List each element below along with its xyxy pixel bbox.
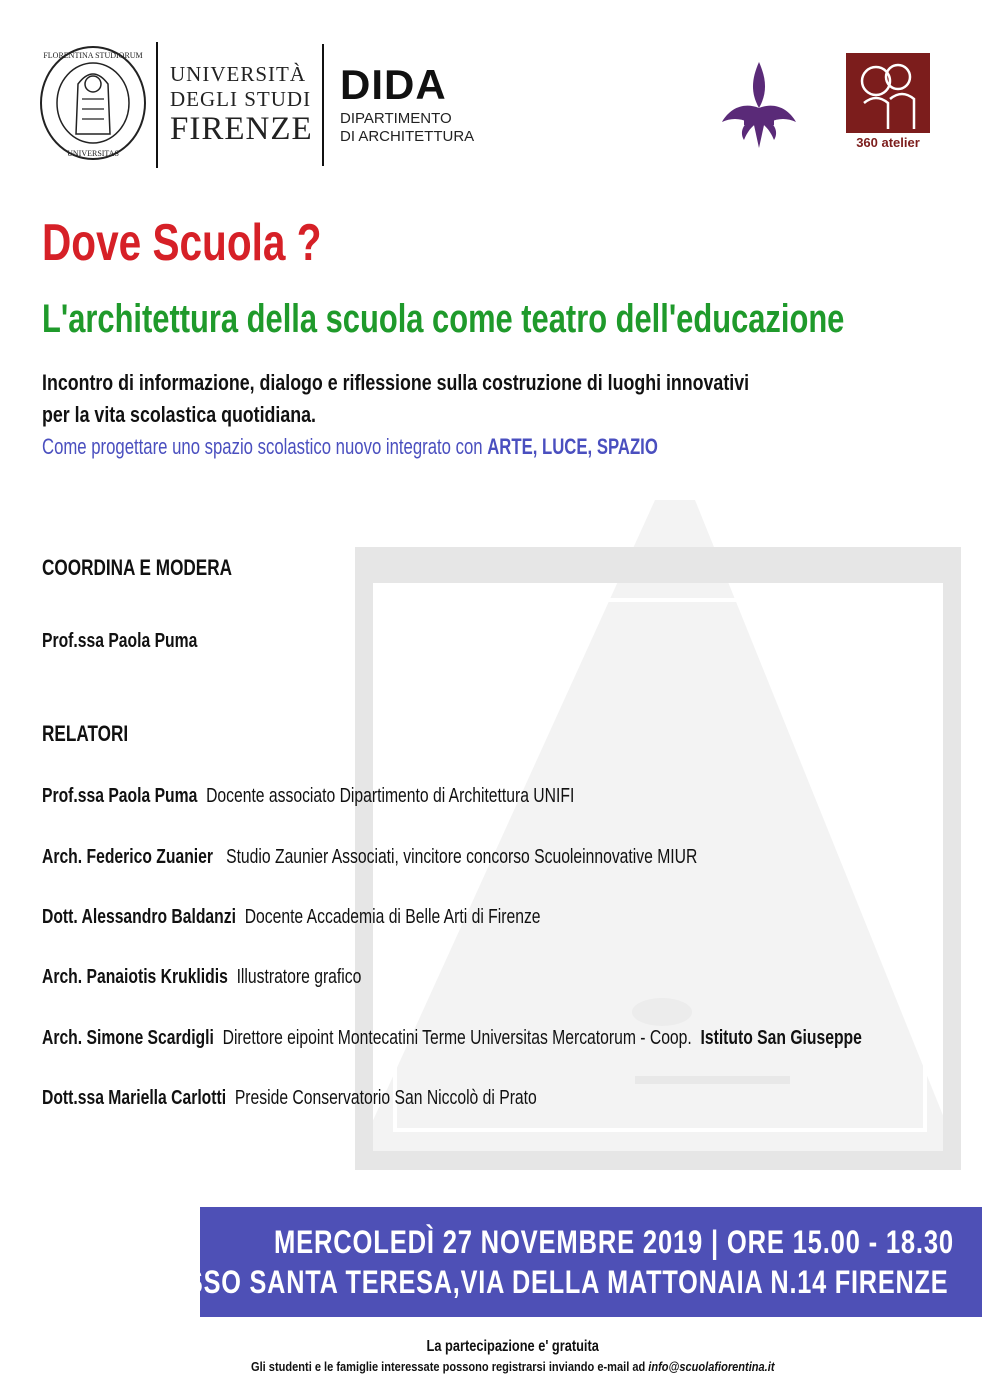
speaker-item — [42, 1024, 862, 1052]
speaker-name: Arch. Panaiotis Kruklidis — [42, 966, 228, 988]
speaker-role: Preside Conservatorio San Niccolò di Prato — [234, 1087, 537, 1109]
department-line-1: DIPARTIMENTO — [340, 110, 452, 127]
university-line-2: DEGLI STUDI — [170, 87, 312, 111]
speaker-name: Prof.ssa Paola Puma — [42, 785, 198, 807]
moderator-name — [42, 627, 197, 655]
speaker-item — [42, 843, 697, 871]
university-line-3: FIRENZE — [170, 111, 313, 147]
registration-note-text: Gli studenti e le famiglie interessate possono registrarsi inviando e-mail ad — [251, 1359, 649, 1374]
speaker-name: Dott.ssa Mariella Carlotti — [42, 1087, 227, 1109]
department-logo — [340, 61, 475, 146]
page-title: Dove Scuola ? — [42, 214, 322, 272]
speaker-institution: Istituto San Giuseppe — [700, 1027, 862, 1049]
speaker-name: Arch. Simone Scardigli — [42, 1027, 214, 1049]
background-watermark — [355, 500, 961, 1170]
department-line-2: DI ARCHITETTURA — [340, 128, 475, 145]
page-subtitle: L'architettura della scuola come teatro dell'educazione — [42, 297, 845, 341]
university-seal-icon — [38, 44, 148, 162]
header-divider-1 — [156, 42, 158, 168]
speaker-role: Direttore eipoint Montecatini Terme Universitas Mercatorum - Coop. — [222, 1027, 697, 1049]
event-date-time: MERCOLEDÌ 27 NOVEMBRE 2019 | ORE 15.00 - 18.30 — [274, 1224, 954, 1260]
atelier-mark — [846, 53, 930, 133]
speaker-role: Docente Accademia di Belle Arti di Firenze — [244, 906, 541, 928]
speaker-role: Illustratore grafico — [236, 966, 362, 988]
speaker-role: Docente associato Dipartimento di Architettura UNIFI — [206, 785, 575, 807]
svg-text:FLORENTINA STUDIORUM: FLORENTINA STUDIORUM — [43, 51, 143, 60]
fleur-de-lis-icon — [714, 56, 804, 154]
department-acronym: DIDA — [340, 61, 447, 108]
intro-line-3 — [42, 432, 658, 462]
event-banner — [133, 1207, 982, 1317]
speakers-heading: RELATORI — [42, 721, 129, 746]
registration-note — [251, 1358, 775, 1376]
speaker-item — [42, 1084, 537, 1112]
moderator-name-text: Prof.ssa Paola Puma — [42, 630, 198, 652]
intro-line-3-emphasis: ARTE, LUCE, SPAZIO — [487, 434, 658, 459]
speaker-name: Arch. Federico Zuanier — [42, 846, 214, 868]
speaker-name: Dott. Alessandro Baldanzi — [42, 906, 236, 928]
intro-line-3-text: Come progettare uno spazio scolastico nuovo integrato con — [42, 434, 488, 459]
svg-text:UNIVERSITAS: UNIVERSITAS — [67, 149, 119, 158]
atelier-label: 360 atelier — [856, 135, 920, 150]
speaker-item — [42, 903, 541, 931]
registration-email-link[interactable]: info@scuolafiorentina.it — [648, 1359, 775, 1374]
speaker-item — [42, 782, 574, 810]
header-divider-2 — [322, 44, 324, 166]
intro-line-2: per la vita scolastica quotidiana. — [42, 402, 316, 427]
intro-line-1: Incontro di informazione, dialogo e riflessione sulla costruzione di luoghi innovativi — [42, 370, 750, 395]
speaker-item — [42, 963, 361, 991]
university-name — [170, 62, 313, 146]
participation-note-text: La partecipazione e' gratuita — [426, 1338, 599, 1355]
event-location: PLESSO SANTA TERESA,VIA DELLA MATTONAIA N.14 FIRENZE — [133, 1264, 948, 1300]
university-line-1: UNIVERSITÀ — [170, 62, 306, 86]
atelier-logo — [846, 53, 930, 153]
atelier-figures-icon — [846, 53, 930, 133]
moderator-heading: COORDINA E MODERA — [42, 555, 233, 580]
speaker-role: Studio Zaunier Associati, vincitore concorso Scuoleinnovative MIUR — [226, 846, 698, 868]
participation-note — [0, 1337, 991, 1357]
